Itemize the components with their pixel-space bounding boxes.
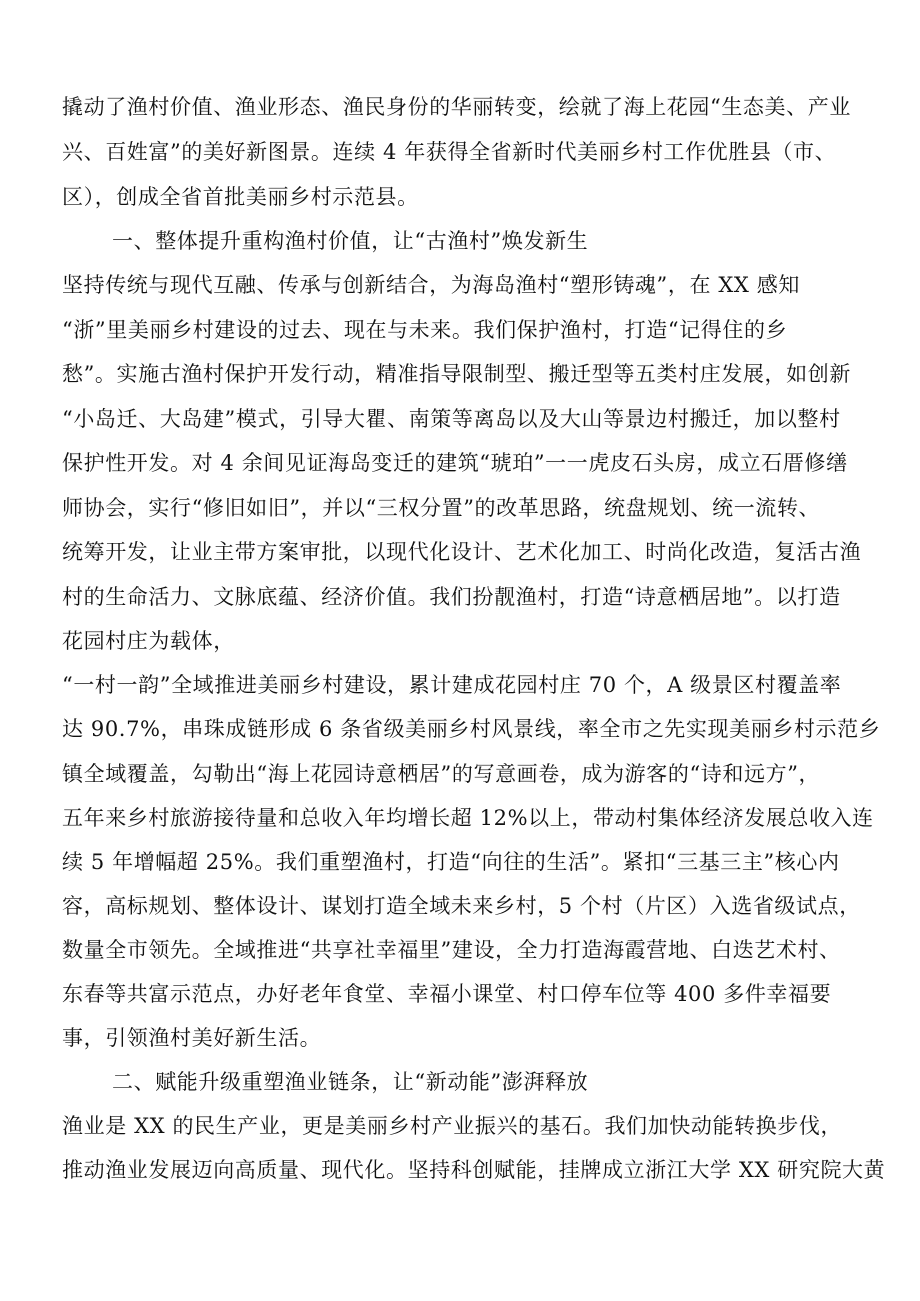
paragraph-line: 渔业是 XX 的民生产业，更是美丽乡村产业振兴的基石。我们加快动能转换步伐，	[62, 1114, 843, 1138]
paragraph-line: 达 90.7%，串珠成链形成 6 条省级美丽乡村风景线，率全市之先实现美丽乡村示范乡	[62, 717, 881, 741]
text-line: 兴、百姓富”的美好新图景。连续 4 年获得全省新时代美丽乡村工作优胜县（市、	[62, 140, 837, 164]
paragraph-line: 愁”。实施古渔村保护开发行动，精准指导限制型、搬迁型等五类村庄发展，如创新	[62, 362, 851, 386]
paragraph-line: 续 5 年增幅超 25%。我们重塑渔村，打造“向往的生活”。紧扣“三基三主”核心内	[62, 850, 840, 874]
paragraph-line: 数量全市领先。全域推进“共享社幸福里”建设，全力打造海霞营地、白迭艺术村、	[62, 938, 841, 962]
paragraph-line: “一村一韵”全域推进美丽乡村建设，累计建成花园村庄 70 个，A 级景区村覆盖率	[62, 673, 842, 697]
paragraph-line: 推动渔业发展迈向高质量、现代化。坚持科创赋能，挂牌成立浙江大学 XX 研究院大黄	[62, 1158, 886, 1182]
paragraph-line: 东春等共富示范点，办好老年食堂、幸福小课堂、村口停车位等 400 多件幸福要	[62, 982, 832, 1006]
paragraph-line: 坚持传统与现代互融、传承与创新结合，为海岛渔村“塑形铸魂”，在 XX 感知	[62, 273, 800, 297]
section-heading-2: 二、赋能升级重塑渔业链条，让“新动能”澎湃释放	[112, 1070, 589, 1094]
paragraph-line: 容，高标规划、整体设计、谋划打造全域未来乡村，5 个村（片区）入选省级试点，	[62, 894, 861, 918]
paragraph-line: 师协会，实行“修旧如旧”，并以“三权分置”的改革思路，统盘规划、统一流转、	[62, 496, 821, 520]
paragraph-line: 保护性开发。对 4 余间见证海岛变迁的建筑“琥珀”一一虎皮石头房，成立石厝修缮	[62, 451, 848, 475]
paragraph-line: 镇全域覆盖，勾勒出“海上花园诗意栖居”的写意画卷，成为游客的“诗和远方”，	[62, 762, 821, 786]
section-heading-1: 一、整体提升重构渔村价值，让“古渔村”焕发新生	[112, 229, 589, 253]
paragraph-line: 花园村庄为载体，	[62, 629, 235, 653]
paragraph-line: “小岛迁、大岛建”模式，引导大瞿、南策等离岛以及大山等景边村搬迁，加以整村	[62, 407, 841, 431]
text-line: 撬动了渔村价值、渔业形态、渔民身份的华丽转变，绘就了海上花园“生态美、产业	[62, 95, 851, 119]
paragraph-line: “浙”里美丽乡村建设的过去、现在与未来。我们保护渔村，打造“记得住的乡	[62, 318, 788, 342]
paragraph-line: 事，引领渔村美好新生活。	[62, 1026, 322, 1050]
paragraph-line: 统筹开发，让业主带方案审批，以现代化设计、艺术化加工、时尚化改造，复活古渔	[62, 540, 862, 564]
paragraph-line: 五年来乡村旅游接待量和总收入年均增长超 12%以上，带动村集体经济发展总收入连	[62, 806, 874, 830]
paragraph-line: 村的生命活力、文脉底蕴、经济价值。我们扮靓渔村，打造“诗意栖居地”。以打造	[62, 585, 841, 609]
text-line: 区），创成全省首批美丽乡村示范县。	[62, 185, 419, 209]
